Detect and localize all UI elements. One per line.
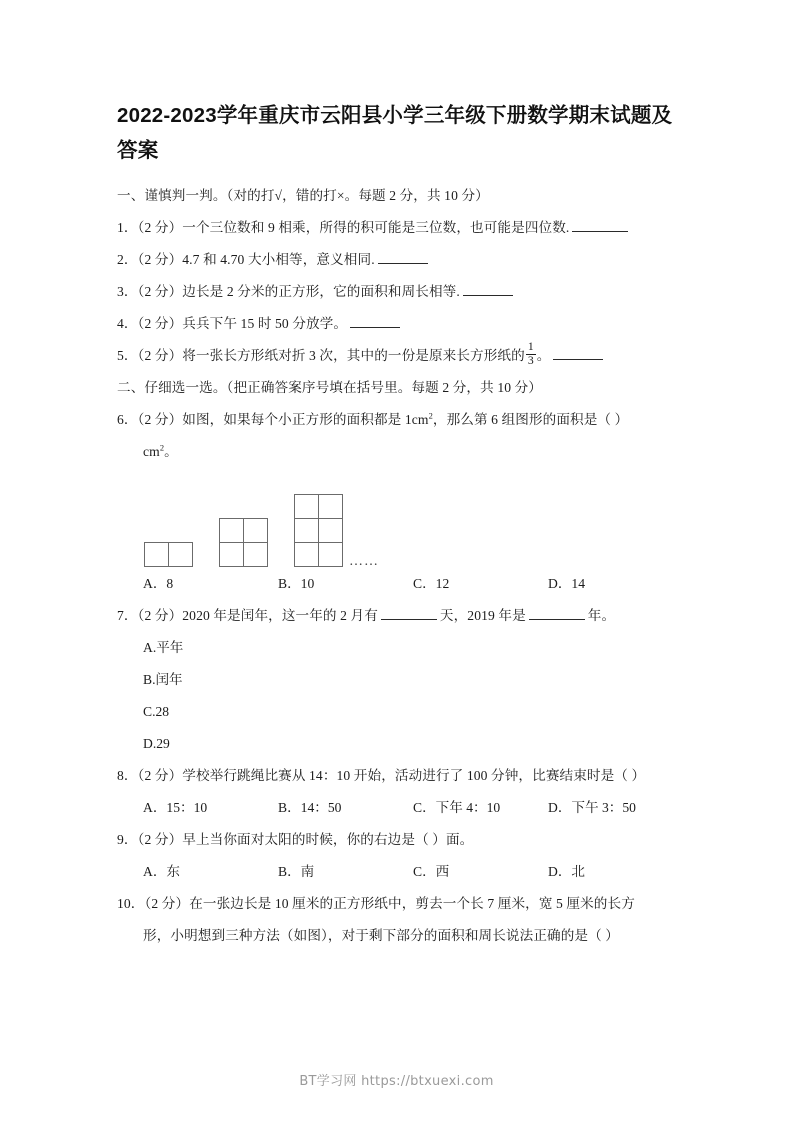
grid-cell (294, 518, 319, 543)
question-4-text: 兵兵下午 15 时 50 分放学。 (182, 316, 348, 331)
option-a[interactable]: A．15：10 (143, 800, 208, 815)
question-10 (117, 888, 683, 920)
question-6-text: 如图，如果每个小正方形的面积都是 1cm (182, 412, 429, 427)
question-7-text-a: 2020 年是闰年，这一年的 2 月有 (182, 608, 378, 623)
question-7-text-c: 年。 (587, 608, 616, 623)
grid-cell (219, 518, 244, 543)
question-2 (117, 244, 683, 276)
option-d[interactable]: D．14 (548, 576, 586, 591)
question-6-number: 6． (117, 412, 138, 427)
grid-cell (318, 542, 343, 567)
question-10-marks: （2 分） (144, 896, 190, 911)
answer-blank[interactable] (378, 252, 428, 264)
question-7-text-b: 天，2019 年是 (439, 608, 526, 623)
option-d[interactable]: D．北 (548, 864, 586, 879)
question-4-number: 4． (117, 316, 138, 331)
question-3 (117, 276, 683, 308)
answer-blank[interactable] (529, 608, 585, 620)
question-6-options (117, 568, 683, 600)
page-title: 2022-2023学年重庆市云阳县小学三年级下册数学期末试题及答案 (117, 104, 673, 162)
question-8-number: 8． (117, 768, 138, 783)
question-8-marks: （2 分） (137, 768, 183, 783)
question-9-text: 早上当你面对太阳的时候，你的右边是（ ）面。 (182, 832, 474, 847)
unit-cm: cm (143, 444, 160, 459)
grid-cell (144, 542, 169, 567)
question-6-line2-end: 。 (164, 444, 178, 459)
question-8-text: 学校举行跳绳比赛从 14：10 开始，活动进行了 100 分钟，比赛结束时是（ ） (182, 768, 646, 783)
fraction-denominator: 3 (527, 353, 534, 367)
question-8 (117, 760, 683, 792)
option-c[interactable]: C.28 (143, 704, 170, 719)
grid-cell (294, 542, 319, 567)
fraction-one-third (526, 341, 536, 366)
question-1 (117, 212, 683, 244)
question-10-line1: 在一张边长是 10 厘米的正方形纸中，剪去一个长 7 厘米，宽 5 厘米的长方 (189, 896, 635, 911)
question-6 (117, 404, 683, 436)
section-heading-1: 一、谨慎判一判。（对的打√，错的打×。每题 2 分，共 10 分） (117, 188, 489, 203)
option-b[interactable]: B．南 (278, 864, 315, 879)
grid-cell (168, 542, 193, 567)
option-b[interactable]: B.闰年 (143, 672, 183, 687)
superscript-square: 2 (428, 410, 433, 421)
question-7-options (117, 632, 683, 760)
question-9 (117, 824, 683, 856)
grid-row (145, 542, 192, 566)
question-6-figure (117, 474, 683, 569)
question-7-number: 7． (117, 608, 138, 623)
option-d[interactable]: D．下午 3：50 (548, 800, 636, 815)
grid-cell (318, 518, 343, 543)
question-1-marks: （2 分） (137, 220, 183, 235)
question-6-line2 (117, 436, 683, 468)
grid-row (295, 542, 342, 566)
question-5-text-after: 。 (536, 348, 551, 363)
option-d[interactable]: D.29 (143, 736, 170, 751)
question-3-text: 边长是 2 分米的正方形，它的面积和周长相等. (182, 284, 460, 299)
question-10-line2: 形，小明想到三种方法（如图），对于剩下部分的面积和周长说法正确的是（ ） (143, 928, 619, 943)
option-b[interactable]: B．14：50 (278, 800, 342, 815)
question-5-marks: （2 分） (137, 348, 183, 363)
question-3-number: 3． (117, 284, 138, 299)
answer-blank[interactable] (572, 220, 628, 232)
grid-figure-1 (145, 542, 192, 566)
section-heading-2: 二、仔细选一选。（把正确答案序号填在括号里。每题 2 分，共 10 分） (117, 380, 543, 395)
question-4-marks: （2 分） (137, 316, 183, 331)
question-9-marks: （2 分） (137, 832, 183, 847)
question-10-number: 10． (117, 896, 145, 911)
grid-row (295, 495, 342, 519)
grid-cell (294, 494, 319, 519)
question-2-marks: （2 分） (137, 252, 183, 267)
option-c[interactable]: C．下年 4：10 (413, 800, 501, 815)
question-9-number: 9． (117, 832, 138, 847)
question-4 (117, 308, 683, 340)
answer-blank[interactable] (553, 348, 603, 360)
question-1-number: 1． (117, 220, 138, 235)
grid-cell (243, 542, 268, 567)
grid-figure-3 (295, 495, 342, 566)
question-5-text: 将一张长方形纸对折 3 次，其中的一份是原来长方形纸的 (182, 348, 525, 363)
option-a[interactable]: A．8 (143, 576, 174, 591)
option-b[interactable]: B．10 (278, 576, 315, 591)
grid-row (220, 519, 267, 543)
footer-watermark: BT学习网 https://btxuexi.com (299, 1074, 494, 1089)
question-6-text-mid: ，那么第 6 组图形的面积是（ ） (432, 412, 629, 427)
grid-row (295, 519, 342, 543)
question-5 (117, 340, 683, 372)
answer-blank[interactable] (463, 284, 513, 296)
ellipsis-dots: …… (349, 554, 379, 569)
option-a[interactable]: A．东 (143, 864, 181, 879)
question-5-number: 5． (117, 348, 138, 363)
option-c[interactable]: C．12 (413, 576, 450, 591)
question-9-options (117, 856, 683, 888)
answer-blank[interactable] (381, 608, 437, 620)
question-3-marks: （2 分） (137, 284, 183, 299)
question-7 (117, 600, 683, 632)
grid-cell (318, 494, 343, 519)
question-2-number: 2． (117, 252, 138, 267)
question-6-marks: （2 分） (137, 412, 183, 427)
document-content (117, 98, 683, 952)
superscript-square: 2 (159, 442, 165, 453)
grid-row (220, 542, 267, 566)
grid-cell (243, 518, 268, 543)
grid-cell (219, 542, 244, 567)
question-1-text: 一个三位数和 9 相乘，所得的积可能是三位数，也可能是四位数. (182, 220, 570, 235)
option-c[interactable]: C．西 (413, 864, 450, 879)
question-2-text: 4.7 和 4.70 大小相等，意义相同. (182, 252, 375, 267)
grid-figure-2 (220, 519, 267, 566)
fraction-numerator: 1 (527, 340, 534, 354)
option-a[interactable]: A.平年 (143, 640, 184, 655)
answer-blank[interactable] (350, 316, 400, 328)
question-7-marks: （2 分） (137, 608, 183, 623)
question-8-options (117, 792, 683, 824)
